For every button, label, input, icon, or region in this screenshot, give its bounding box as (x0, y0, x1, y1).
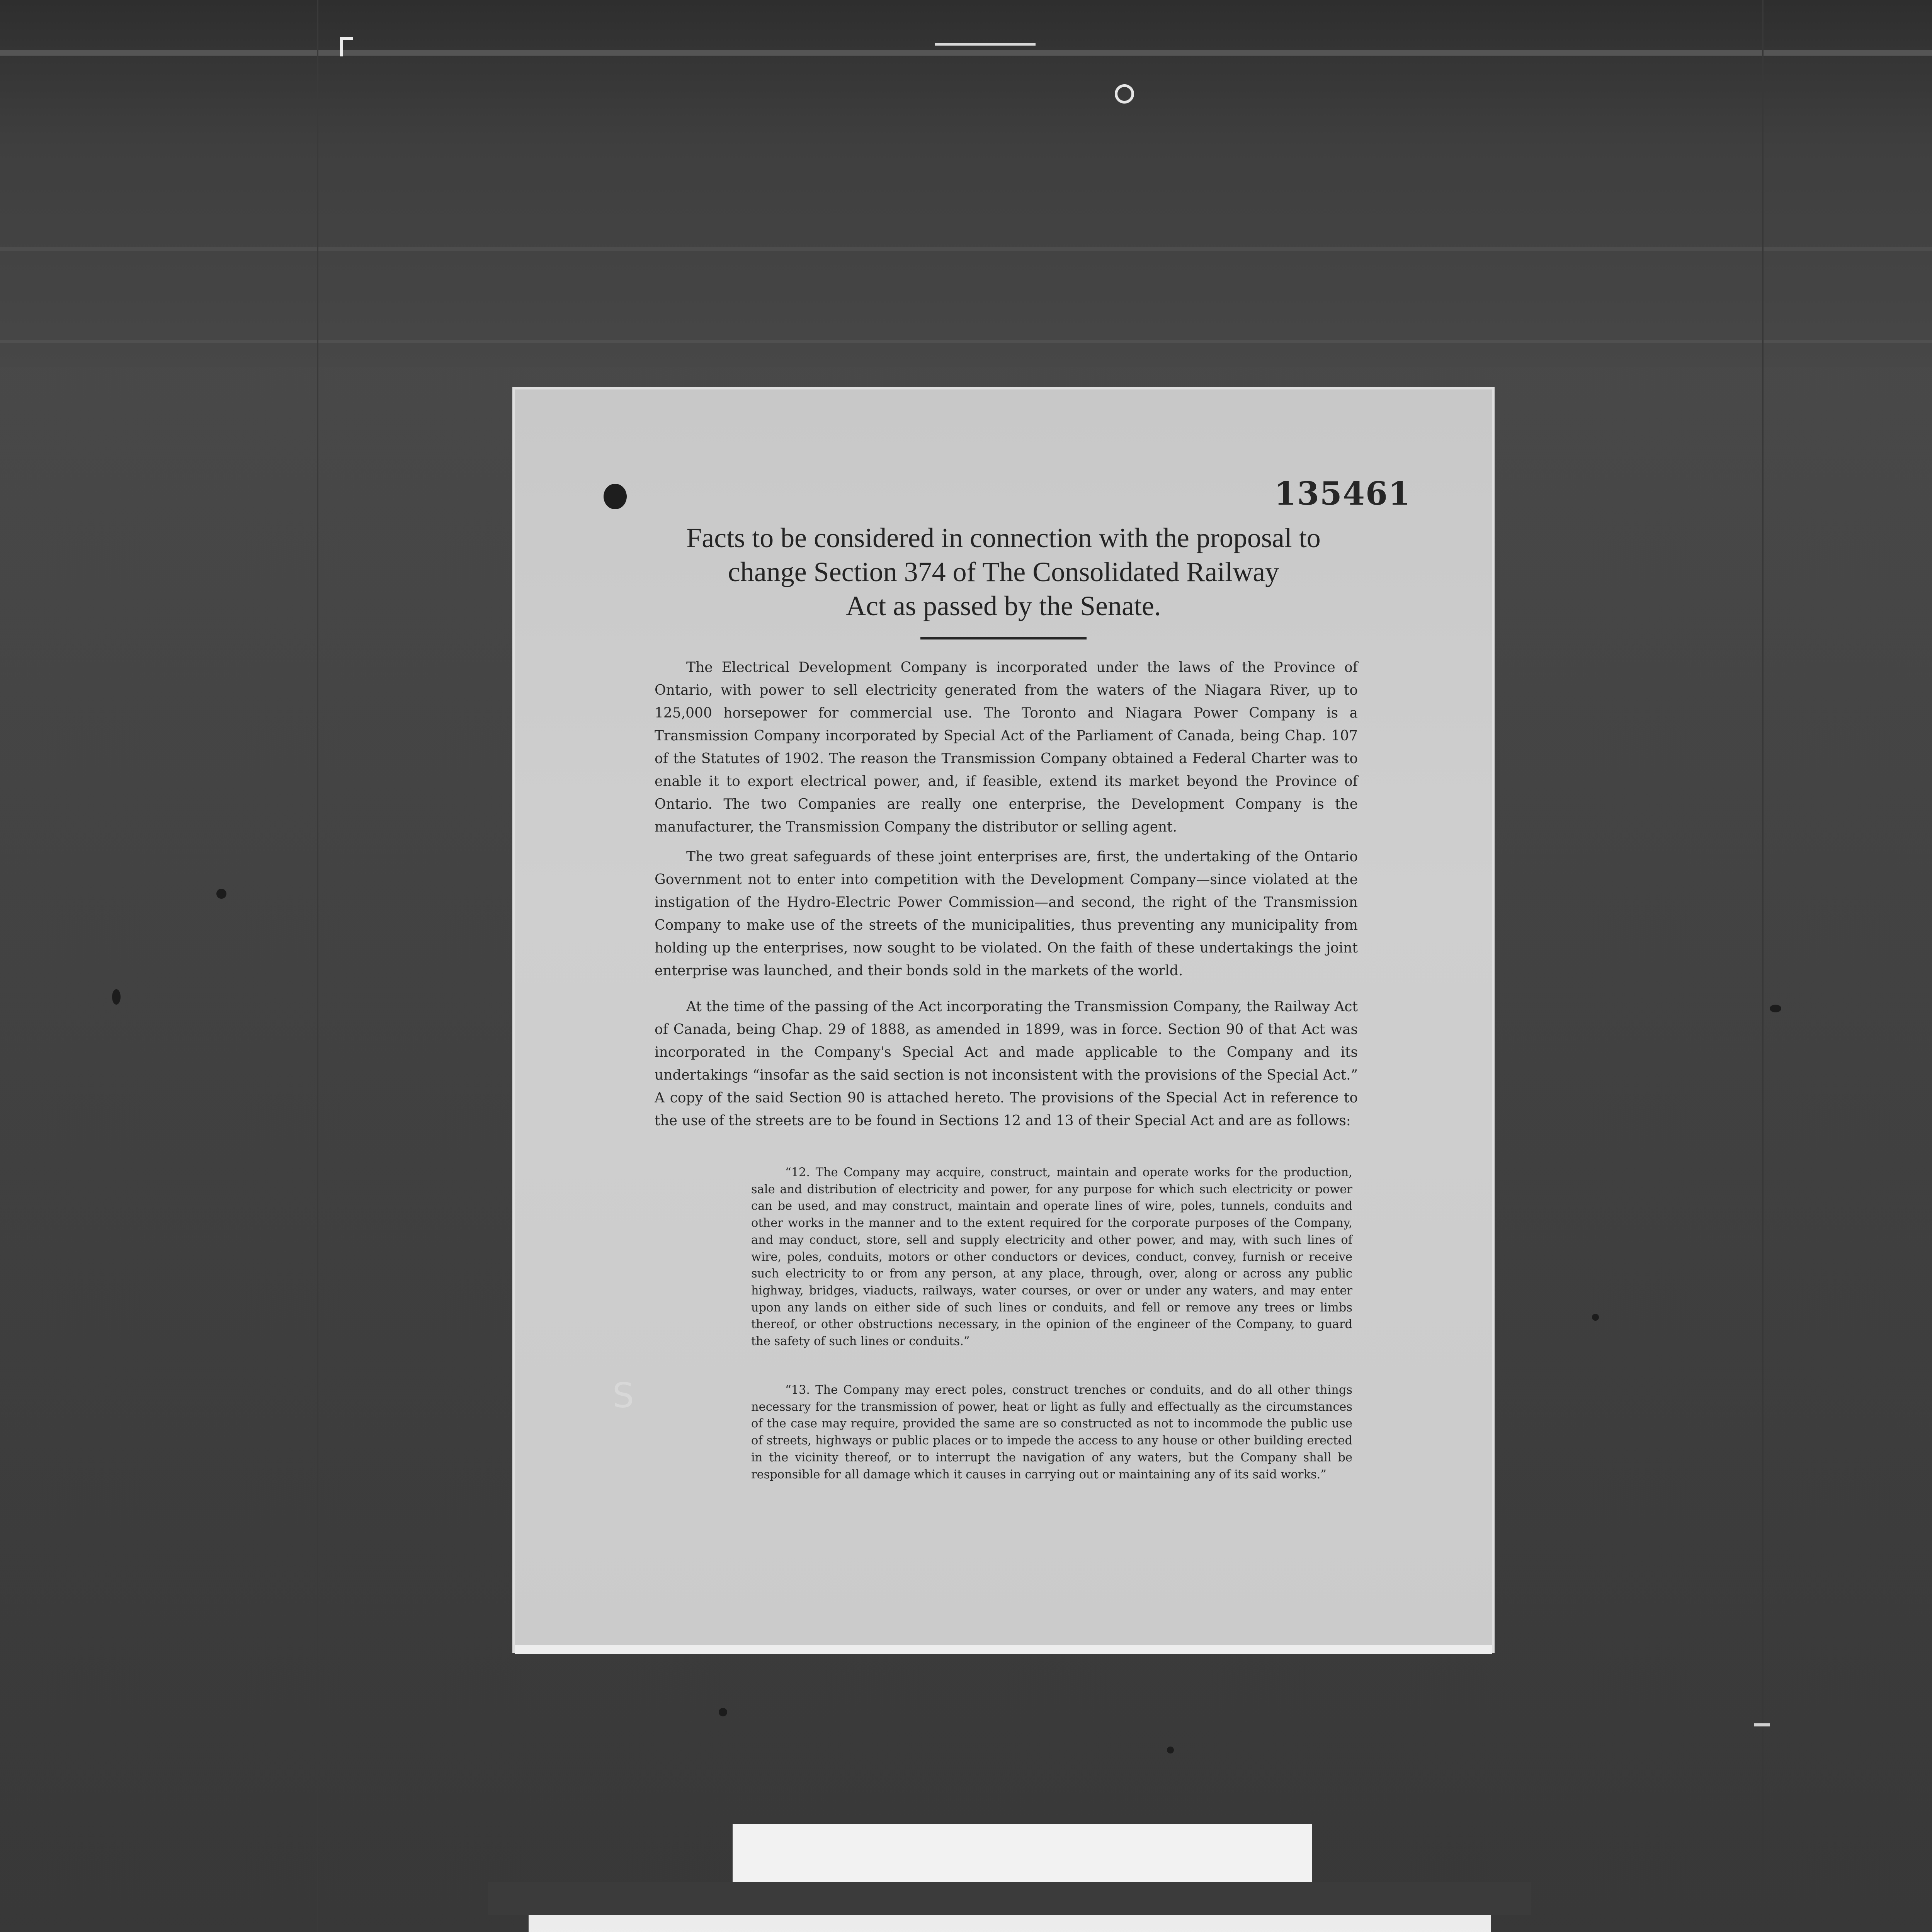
scan-registration-mark (1754, 1723, 1770, 1726)
scan-registration-circle (1115, 84, 1134, 104)
scan-vertical-line (1762, 0, 1764, 1932)
paragraph-1: The Electrical Development Company is incorporated under the laws of the Province of Ontario, with power to sell electricity generated from the waters of the Niagara River, up to 125,000 horsepower for commercial use. The Toronto and Niagara Power Company is a Transmission Company incorporated by Special Act of the Parliament of Canada, being Chap. 107 of the Statutes of 1902. The reason the Transmission Company obtained a Federal Charter was to enable it to export electrical power, and, if feasible, extend its market beyond the Province of Ontario. The two Companies are really one enterprise, the Development Company is the manufacturer, the Transmission Company the distributor or selling agent. (655, 660, 1358, 835)
quote-section-12: “12. The Company may acquire, construct, maintain and operate works for the production, sale and distribution of electricity and power, for any purpose for which such electricity or power can be used, and may construct, maintain and operate lines of wire, poles, tunnels, conduits and other works in the manner and to the extent required for the corporate purposes of the Company, and may conduct, store, sell and supply electricity and other power, and may, with such lines of wire, poles, conduits, motors or other conductors or devices, conduct, convey, furnish or receive such electricity to or from any person, at any place, through, over, along or across any public highway, bridges, viaducts, railways, water courses, or over or under any waters, and may enter upon any lands on either side of such lines or conduits, and fell or remove any trees or limbs thereof, or other obstructions necessary, in the opinion of the engineer of the Company, to guard the safety of such lines or conduits.” (751, 1166, 1352, 1349)
stamp-number: 135461 (1274, 475, 1411, 512)
scan-speck (112, 989, 121, 1005)
scan-stripe (0, 50, 1932, 56)
paragraph-3: At the time of the passing of the Act incorporating the Transmission Company, the Railway Act of Canada, being Chap. 29 of 1888, as amended in 1899, was in force. Section 90 of that Act was incorporated in the Company's Special Act and made applicable to the Company and its undertakings “insofar as the said section is not inconsistent with the provisions of the Special Act.” A copy of the said Section 90 is attached hereto. The provisions of the Special Act in reference to the use of the streets are to be found in Sections 12 and 13 of their Special Act and are as follows: (655, 999, 1358, 1129)
scan-speck (1592, 1314, 1599, 1321)
title-line-3: Act as passed by the Senate. (846, 590, 1161, 621)
paragraph-2: The two great safeguards of these joint enterprises are, first, the undertaking of the Ontario Government not to enter into competition with the Development Company—since violated at the instigation of the Hydro-Electric Power Commission—and second, the right of the Transmission Company to make use of the streets of the municipalities, thus preventing any municipality from holding up the enterprises, now sought to be violated. On the faith of these undertakings the joint enterprise was launched, and their bonds sold in the markets of the world. (655, 849, 1358, 979)
title-line-2: change Section 374 of The Consolidated Railway (728, 556, 1279, 587)
document-title (592, 521, 1415, 623)
scan-registration-mark (935, 43, 1036, 46)
label-holder-band (488, 1882, 1531, 1915)
scan-speck (216, 889, 226, 899)
scan-registration-mark (340, 37, 343, 56)
scan-speck (1770, 1005, 1781, 1012)
title-divider (920, 637, 1087, 639)
paper-bottom-edge (515, 1645, 1492, 1654)
scan-stripe (0, 340, 1932, 343)
scan-stripe (0, 247, 1932, 251)
quote-section-13: “13. The Company may erect poles, construct trenches or conduits, and do all other things necessary for the transmission of power, heat or light as fully and effectually as the circumstances of the case may require, provided the same are so constructed as not to incommode the public use of streets, highways or public places or to impede the access to any house or other building erected in the vicinity thereof, or to interrupt the navigation of any waters, but the Company shall be responsible for all damage which it causes in carrying out or maintaining any of its said works.” (751, 1383, 1352, 1481)
margin-mark: S (612, 1376, 634, 1415)
scan-speck (719, 1708, 727, 1716)
punch-hole-icon (604, 484, 627, 509)
scan-vertical-line (317, 0, 318, 1932)
scan-speck (1167, 1747, 1174, 1753)
title-line-1: Facts to be considered in connection with the proposal to (686, 522, 1321, 553)
document-page (515, 389, 1492, 1651)
